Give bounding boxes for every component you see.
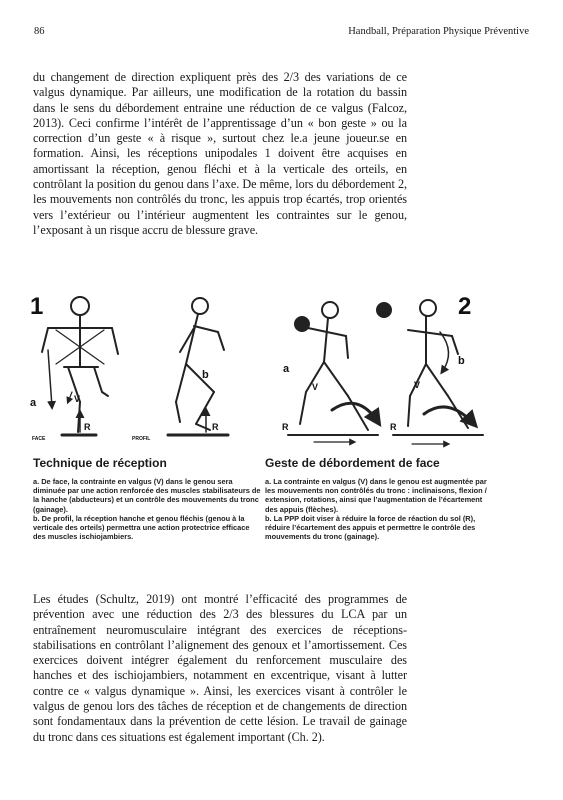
caption-reception	[33, 477, 261, 541]
figure-profile-landing	[168, 298, 228, 435]
figure-label-a-right: a	[283, 363, 290, 375]
figure-label-face: FACE	[32, 436, 46, 442]
figure-label-b-right: b	[458, 355, 465, 367]
figure-label-r-1: R	[84, 422, 91, 432]
figure-cutting-left	[288, 302, 378, 442]
caption-reception-item-a: a. De face, la contrainte en valgus (V) dans le genou sera diminuée par une action renforcée des muscles stabilisateurs de la hanche (abducteurs) et un contrôle des mouvements du tronc (gainage).	[33, 477, 261, 514]
figure-front-landing	[42, 297, 118, 435]
caption-title-debordement: Geste de débordement de face	[265, 456, 440, 470]
page-header	[34, 26, 529, 40]
running-title: Handball, Préparation Physique Préventive	[348, 26, 529, 37]
caption-reception-item-b: b. De profil, la réception hanche et genou fléchis (genou à la verticale des orteils) permettra une action protectrice efficace des muscles ischiojambiers.	[33, 513, 250, 542]
figure-number-1: 1	[30, 293, 44, 320]
figure-label-b-left: b	[202, 369, 209, 381]
figure-label-a-left: a	[30, 397, 37, 409]
figure-label-v-3: V	[414, 380, 421, 390]
caption-debordement-item-a: a. La contrainte en valgus (V) dans le genou est augmentée par les mouvements non contrôlés du tronc : inclinaisons, flexion / extension, rotations, ainsi que l’augmentation de l’écartement des appuis (flèches).	[265, 477, 487, 514]
figure-label-r-3: R	[282, 422, 289, 432]
figure-label-r-4: R	[390, 422, 397, 432]
caption-title-reception: Technique de réception	[33, 456, 167, 470]
body-paragraph-1: du changement de direction expliquent près des 2/3 des variations de ce valgus dynamique. Par ailleurs, une modification de la rotation du bassin dans le sens du débordement entraine une réduction de ce valgus (Falcoz, 2013). Ceci confirme l’intérêt de l’apprentissage d’un « bon geste » ou la correction d’un geste « à risque », surtout chez le.a jeune joueur.se en formation. Ainsi, les réceptions unipodales 1 doivent être acquises en amortissant la réception, genou fléchi et à la verticale des orteils, en contrôlant la position du genou dans l’axe. De même, lors du débordement 2, les mouvements non contrôlés du tronc, les appuis trop écartés, trop orientés vers l’extérieur ou l’intérieur augmentent les contraintes sur le genou, l’exposant à un risque accru de blessure grave.	[33, 70, 407, 237]
figure-illustration	[28, 292, 533, 452]
caption-debordement	[265, 477, 493, 541]
figure-label-r-2: R	[212, 422, 219, 432]
page-number: 86	[34, 26, 45, 37]
figure-label-v-2: V	[312, 382, 319, 392]
caption-debordement-item-b: b. La PPP doit viser à réduire la force de réaction du sol (R), réduire l’écartement des appuis et permettre le contrôle des mouvements du tronc (gainage).	[265, 513, 476, 542]
figure-number-2: 2	[458, 293, 472, 320]
body-paragraph-2: Les études (Schultz, 2019) ont montré l’efficacité des programmes de prévention avec une réduction des 2/3 des blessures du LCA par un entraînement neuromusculaire intégrant des exercices de réceptions-stabilisations en contrôlant l’alignement des genoux et l’amortissement. Ces exercices doivent intégrer également du renforcement musculaire des hanches et des ischiojambiers, notamment en excentrique, visant à lutter contre ce « valgus dynamique ». Ainsi, les exercices visant à contrôler le valgus de genou lors des tâches de réception et de changements de direction sont fondamentaux dans la prévention de cette lésion. Le travail de gainage du tronc dans ces situations est également important (Ch. 2).	[33, 592, 407, 744]
figure-label-v-1: V	[74, 394, 81, 404]
figure-knee-valgus	[28, 292, 533, 452]
figure-label-profil: PROFIL	[132, 436, 151, 442]
